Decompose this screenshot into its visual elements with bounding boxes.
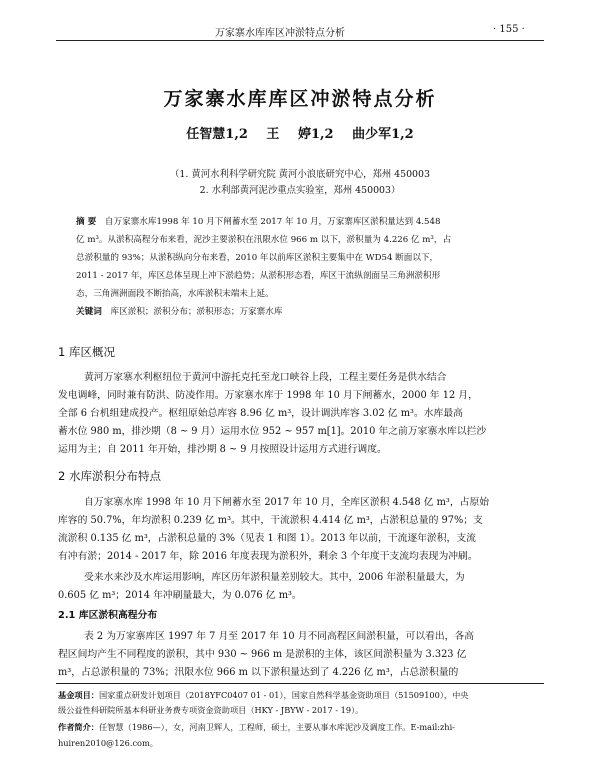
keywords-line bbox=[76, 305, 282, 317]
paragraph-line: 发电调峰，同时兼有防洪、防凌作用。万家寨水库于 1998 年 10 月下闸蓄水，2000 年 12 月， bbox=[58, 390, 478, 401]
abstract-line: 态，三角洲洲面段不断抬高，水库淤积末端未上延。 bbox=[76, 289, 274, 299]
abstract-line: 摘 要 自万家寨水库1998 年 10 月下闸蓄水至 2017 年 10 月，万家寨库区淤积量达到 4.548 bbox=[76, 217, 441, 227]
paragraph-line: 流淤积 0.135 亿 m³，占淤积总量的 3%（见表 1 和图 1）。2013 年以前，干流逐年淤积，支流 bbox=[58, 533, 476, 544]
header-rule bbox=[56, 40, 544, 41]
paragraph-line: m³，占总淤积量的 73%；汛限水位 966 m 以下淤积量达到了 4.226 亿 m³，占总淤积量的 bbox=[58, 667, 459, 678]
paragraph-line: 0.605 亿 m³；2014 年冲刷量最大，为 0.076 亿 m³。 bbox=[58, 590, 302, 601]
subsection-heading: 2.1 库区淤积高程分布 bbox=[58, 610, 158, 621]
paragraph-line: 全部 6 台机组建成投产。枢纽原始总库容 8.96 亿 m³，设计调洪库容 3.02 亿 m³。水库最高 bbox=[58, 408, 463, 419]
abstract-line: 2011 - 2017 年，库区总体呈现上冲下淤趋势；从淤积形态看，库区干流纵剖面呈三角洲淤积形 bbox=[76, 271, 441, 281]
paragraph-line: 蓄水位 980 m，排沙期（8 ~ 9 月）运用水位 952 ~ 957 m[1]。2010 年之前万家寨水库以拦沙 bbox=[58, 426, 487, 437]
author-bio-line: huiren2010@126.com。 bbox=[58, 738, 158, 748]
paragraph-line: 自万家寨水库 1998 年 10 月下闸蓄水至 2017 年 10 月，全库区淤积 4.548 亿 m³，占原始 bbox=[84, 497, 490, 508]
section-heading: 1 库区概况 bbox=[58, 345, 115, 359]
funding-note: 基金项目：国家重点研发计划项目（2018YFC0407 01 - 01），国家自然科学基金资助项目（51509100），中央 bbox=[58, 690, 469, 700]
paragraph-line: 程区间均产生不同程度的淤积，其中 930 ~ 966 m 是淤积的主体，该区间淤积量为 3.323 亿 bbox=[58, 649, 467, 660]
keywords-label: 关键词 bbox=[76, 307, 102, 317]
paragraph-line: 有冲有淤；2014 - 2017 年，除 2016 年度表现为淤积外，剩余 3 个年度干支流均表现为冲刷。 bbox=[58, 551, 478, 562]
affiliation-line: （1. 黄河水利科学研究院 黄河小浪底研究中心，郑州 450003 bbox=[170, 169, 430, 180]
paragraph-line: 表 2 为万家寨库区 1997 年 7 月至 2017 年 10 月不同高程区间淤积量，可以看出，各高 bbox=[84, 631, 475, 642]
author-bio: 作者简介：任智慧（1986—），女，河南卫辉人，工程师，硕士，主要从事水库泥沙及调度工作。E-mail:zhi- bbox=[58, 722, 455, 732]
author-list: 任智慧1,2 王 婷1,2 曲少军1,2 bbox=[186, 127, 414, 142]
paragraph-line: 黄河万家寨水利枢纽位于黄河中游托克托至龙口峡谷上段，工程主要任务是供水结合 bbox=[84, 372, 447, 383]
affiliation-line: 2. 水利部黄河泥沙重点实验室，郑州 450003） bbox=[199, 185, 401, 196]
funding-note-line: 级公益性科研院所基本科研业务费专项资金资助项目（HKY - JBYW - 2017 - 19）。 bbox=[58, 705, 364, 715]
author-bio-label: 作者简介： bbox=[58, 722, 99, 732]
keywords: 库区淤积；淤积分布；淤积形态；万家寨水库 bbox=[110, 307, 283, 317]
abstract-line: 总淤积量的 93%；从淤积纵向分布来看，2010 年以前库区淤积主要集中在 WD54 断面以下， bbox=[76, 253, 439, 263]
paragraph-line: 受来水来沙及水库运用影响，库区历年淤积量差别较大。其中，2006 年淤积量最大，为 bbox=[84, 572, 465, 583]
footnote-rule bbox=[56, 683, 544, 684]
funding-label: 基金项目： bbox=[58, 690, 99, 700]
abstract-line: 亿 m³。从淤积高程分布来看，泥沙主要淤积在汛限水位 966 m 以下，淤积量为 4.226 亿 m³，占 bbox=[76, 235, 452, 245]
paragraph-line: 运用为主；自 2011 年开始，排沙期 8 ~ 9 月按照设计运用方式进行调度。 bbox=[58, 444, 387, 455]
paper-title: 万家寨水库库区冲淤特点分析 bbox=[163, 88, 437, 110]
paragraph-line: 库容的 50.7%，年均淤积 0.239 亿 m³。其中，干流淤积 4.414 亿 m³，占淤积总量的 97%；支 bbox=[58, 515, 483, 526]
section-heading: 2 水库淤积分布特点 bbox=[58, 469, 161, 483]
abstract-label: 摘 要 bbox=[76, 217, 97, 227]
running-title: 万家寨水库库区冲淤特点分析 bbox=[215, 28, 345, 39]
page-number: · 155 · bbox=[493, 24, 525, 35]
